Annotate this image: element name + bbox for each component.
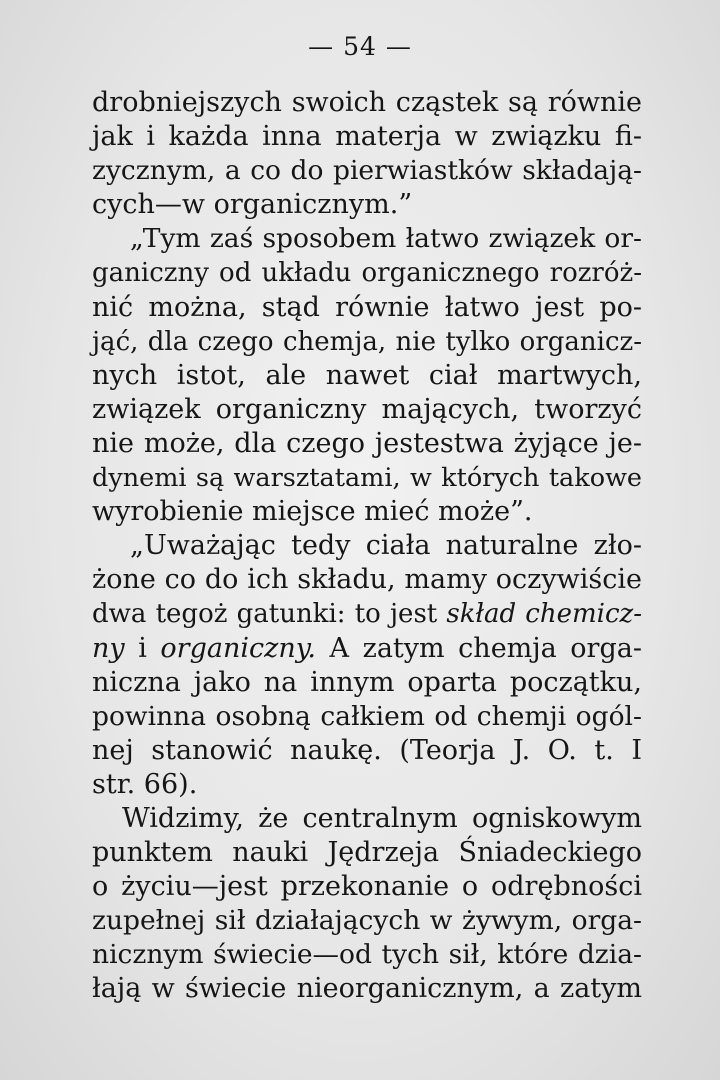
text-fragment: i [138,632,147,664]
text-line: str. 66). [92,768,198,800]
text-line: nie może, dla czego jestestwa żyjące je- [92,427,642,459]
italic-term: ny [92,632,125,664]
text-line: drobniejszych swoich cząstek są równie [92,87,642,118]
text-fragment: A zatym chemja orga- [329,632,642,664]
text-line: niczna jako na innym oparta początku, [92,666,642,698]
text-line: ganiczny od układu organicznego rozróż- [92,258,642,289]
italic-term: skład chemicz- [446,599,642,630]
text-line: wyrobienie miejsce mieć może”. [92,496,533,528]
text-line: jąć, dla czego chemja, nie tylko organicz- [92,326,642,357]
body-text [92,86,642,1007]
text-line: jak i każda inna materja w związku fi- [92,121,642,153]
paragraph-start-line: Widzimy, że centralnym ogniskowym [122,802,642,834]
paragraph-start-line: „Uważając tedy ciała naturalne zło- [130,530,642,562]
text-line [92,597,642,631]
paragraph-start-line: „Tym zaś sposobem łatwo związek or- [130,223,642,255]
text-line: cych—w organicznym.” [92,189,413,221]
text-fragment: dwa tegoż gatunki: to jest [92,599,438,630]
italic-term: organiczny. [160,632,316,664]
text-line: o życiu—jest przekonanie o odrębności [92,871,642,903]
text-line: nej stanowić naukę. (Teorja J. O. t. I [92,734,642,766]
text-line: żone co do ich składu, mamy oczywiście [92,564,642,596]
page-number: — 54 — [308,32,412,61]
text-line: punktem nauki Jędrzeja Śniadeckiego [92,837,642,869]
text-line: nicznym świecie—od tych sił, które dzia- [92,939,642,971]
text-line: łają w świecie nieorganicznym, a zatym [92,973,642,1005]
text-line: zycznym, a co do pierwiastków składają- [92,155,642,187]
text-line: nić można, stąd równie łatwo jest po- [92,291,642,323]
text-line: powinna osobną całkiem od chemji ogól- [92,700,642,732]
text-line: dynemi są warsztatami, w których takowe [92,463,642,494]
text-line [92,632,642,666]
text-line: zupełnej sił działających w żywym, orga- [92,905,642,937]
text-line: związek organiczny mających, tworzyć [92,393,642,425]
text-line: nych istot, ale nawet ciał martwych, [92,359,642,391]
